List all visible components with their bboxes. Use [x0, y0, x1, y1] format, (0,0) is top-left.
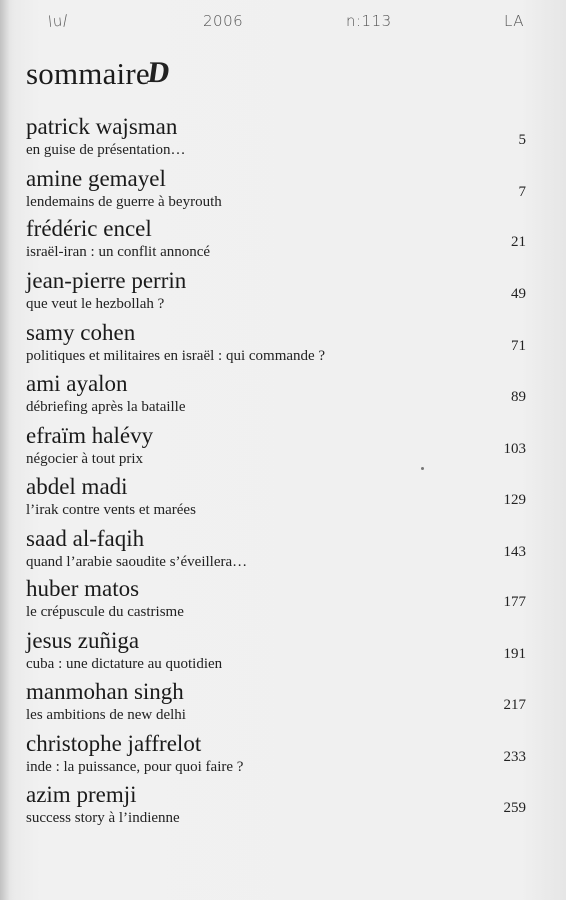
page-title: sommaire: [26, 56, 150, 91]
entry-subtitle: israël-iran : un conflit annoncé: [26, 244, 211, 260]
entry-subtitle: l’irak contre vents et marées: [26, 502, 196, 518]
entry-page-number: 5: [518, 132, 526, 148]
entry-page-number: 177: [503, 594, 526, 610]
toc-entry[interactable]: [26, 679, 526, 729]
entry-page-number: 89: [511, 389, 526, 405]
entry-subtitle: en guise de présentation…: [26, 142, 186, 158]
toc-entry[interactable]: [26, 216, 526, 266]
entry-subtitle: politiques et militaires en israël : qui commande ?: [26, 348, 326, 364]
toc-entry[interactable]: [26, 782, 526, 832]
entry-author: abdel madi: [26, 474, 128, 499]
entry-page-number: 71: [511, 338, 526, 354]
entry-subtitle: les ambitions de new delhi: [26, 707, 186, 723]
toc-entry[interactable]: [26, 423, 526, 473]
entry-page-number: 259: [503, 800, 526, 816]
ink-speck: [421, 467, 424, 470]
entry-page-number: 7: [518, 184, 526, 200]
entry-subtitle: que veut le hezbollah ?: [26, 296, 165, 312]
toc-entry[interactable]: [26, 526, 526, 576]
toc-entry[interactable]: [26, 114, 526, 164]
entry-author: jean-pierre perrin: [26, 268, 187, 293]
toc-entry[interactable]: [26, 371, 526, 421]
entry-subtitle: cuba : une dictature au quotidien: [26, 656, 223, 672]
handwritten-note: lu/: [47, 10, 70, 32]
toc-entry[interactable]: [26, 628, 526, 678]
gutter-shadow: [0, 0, 10, 900]
toc-entry[interactable]: [26, 731, 526, 781]
entry-page-number: 191: [503, 646, 526, 662]
entry-author: manmohan singh: [26, 679, 184, 704]
toc-entry[interactable]: [26, 166, 526, 216]
entry-page-number: 21: [511, 234, 526, 250]
entry-page-number: 129: [503, 492, 526, 508]
entry-page-number: 143: [503, 544, 526, 560]
entry-author: patrick wajsman: [26, 114, 178, 139]
handwritten-initials: LA: [504, 12, 524, 30]
handwritten-year: 2006: [203, 12, 244, 30]
entry-author: frédéric encel: [26, 216, 152, 241]
entry-author: amine gemayel: [26, 166, 166, 191]
toc-entry[interactable]: [26, 576, 526, 626]
entry-subtitle: quand l’arabie saoudite s’éveillera…: [26, 554, 248, 570]
entry-author: saad al-faqih: [26, 526, 145, 551]
entry-author: efraïm halévy: [26, 423, 154, 448]
entry-subtitle: success story à l’indienne: [26, 810, 180, 826]
entry-author: huber matos: [26, 576, 140, 601]
toc-entry[interactable]: [26, 320, 526, 370]
toc-entry[interactable]: [26, 474, 526, 524]
entry-subtitle: lendemains de guerre à beyrouth: [26, 194, 222, 210]
entry-author: samy cohen: [26, 320, 136, 345]
entry-subtitle: le crépuscule du castrisme: [26, 604, 184, 620]
entry-page-number: 49: [511, 286, 526, 302]
entry-author: christophe jaffrelot: [26, 731, 202, 756]
entry-author: jesus zuñiga: [26, 628, 140, 653]
entry-subtitle: débriefing après la bataille: [26, 399, 186, 415]
toc-entry[interactable]: [26, 268, 526, 318]
entry-author: azim premji: [26, 782, 137, 807]
title-logo-mark: D: [145, 56, 173, 89]
entry-author: ami ayalon: [26, 371, 128, 396]
entry-subtitle: négocier à tout prix: [26, 451, 144, 467]
entry-page-number: 233: [503, 749, 526, 765]
entry-page-number: 103: [503, 441, 526, 457]
entry-page-number: 217: [503, 697, 526, 713]
entry-subtitle: inde : la puissance, pour quoi faire ?: [26, 759, 244, 775]
handwritten-issue-number: n:113: [346, 12, 392, 30]
